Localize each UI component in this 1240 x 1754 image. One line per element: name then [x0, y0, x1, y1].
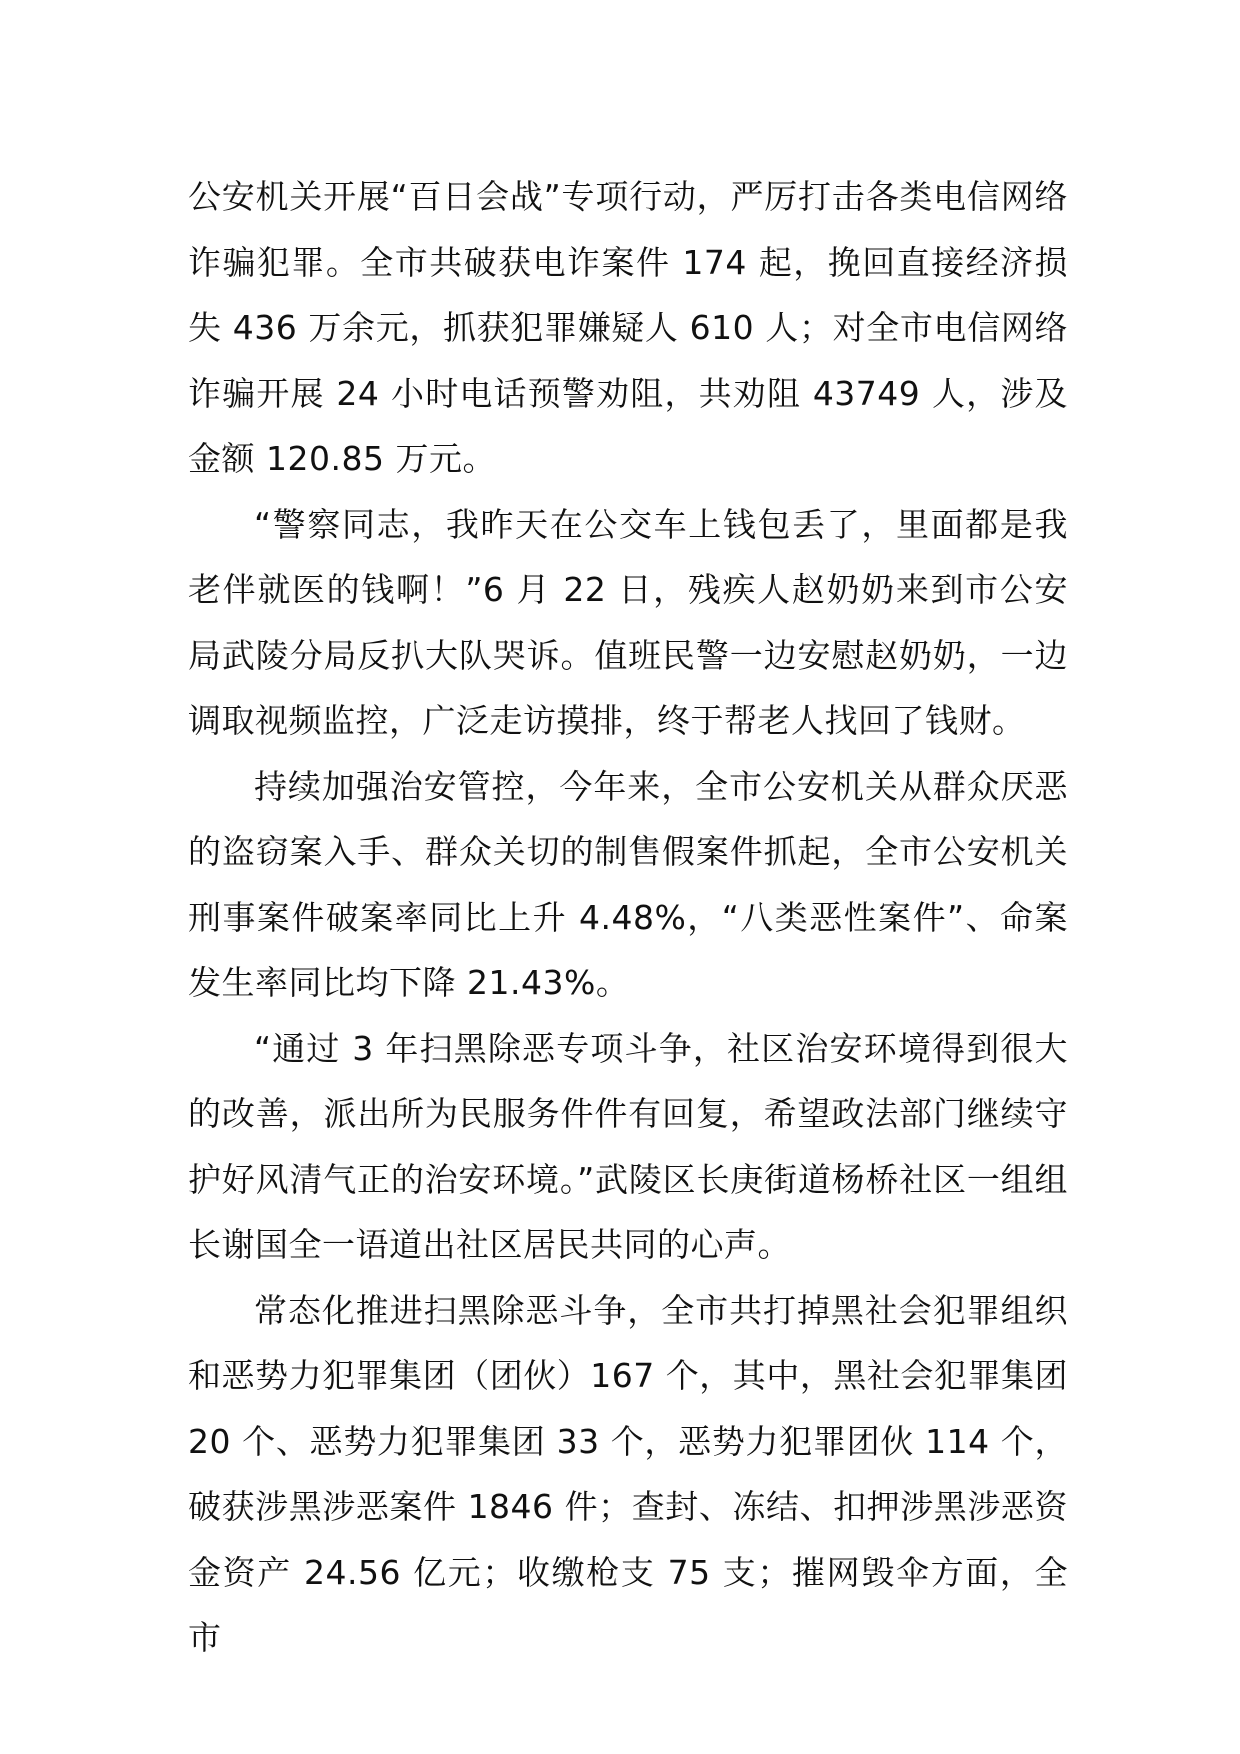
paragraph-community-quote: “通过 3 年扫黑除恶专项斗争，社区治安环境得到很大的改善，派出所为民服务件件有回复，希望政法部门继续守护好风清气正的治安环境。”武陵区长庚街道杨桥社区一组组长谢国全一语道出社区居民共同的心声。 — [188, 1028, 1068, 1264]
paragraph-anti-fraud: 公安机关开展“百日会战”专项行动，严厉打击各类电信网络诈骗犯罪。全市共破获电诈案件 174 起，挽回直接经济损失 436 万余元，抓获犯罪嫌疑人 610 人；对全市电信网络诈骗开展 24 小时电话预警劝阻，共劝阻 43749 人，涉及金额 120.85 万元。 — [188, 177, 1068, 478]
paragraph-public-security: 持续加强治安管控，今年来，全市公安机关从群众厌恶的盗窃案入手、群众关切的制售假案件抓起，全市公安机关刑事案件破案率同比上升 4.48%，“八类恶性案件”、命案发生率同比均下降 21.43%。 — [188, 766, 1068, 1002]
paragraph-wallet-quote: “警察同志，我昨天在公交车上钱包丢了，里面都是我老伴就医的钱啊！”6 月 22 日，残疾人赵奶奶来到市公安局武陵分局反扒大队哭诉。值班民警一边安慰赵奶奶，一边调取视频监控，广泛走访摸排，终于帮老人找回了钱财。 — [188, 504, 1068, 740]
paragraph-crackdown-results: 常态化推进扫黑除恶斗争，全市共打掉黑社会犯罪组织和恶势力犯罪集团（团伙）167 个，其中，黑社会犯罪集团 20 个、恶势力犯罪集团 33 个，恶势力犯罪团伙 114 个，破获涉黑涉恶案件 1846 件；查封、冻结、扣押涉黑涉恶资金资产 24.56 亿元；收缴枪支 75 支；摧网毁伞方面，全市 — [188, 1290, 1068, 1657]
document-body — [188, 164, 1068, 1671]
